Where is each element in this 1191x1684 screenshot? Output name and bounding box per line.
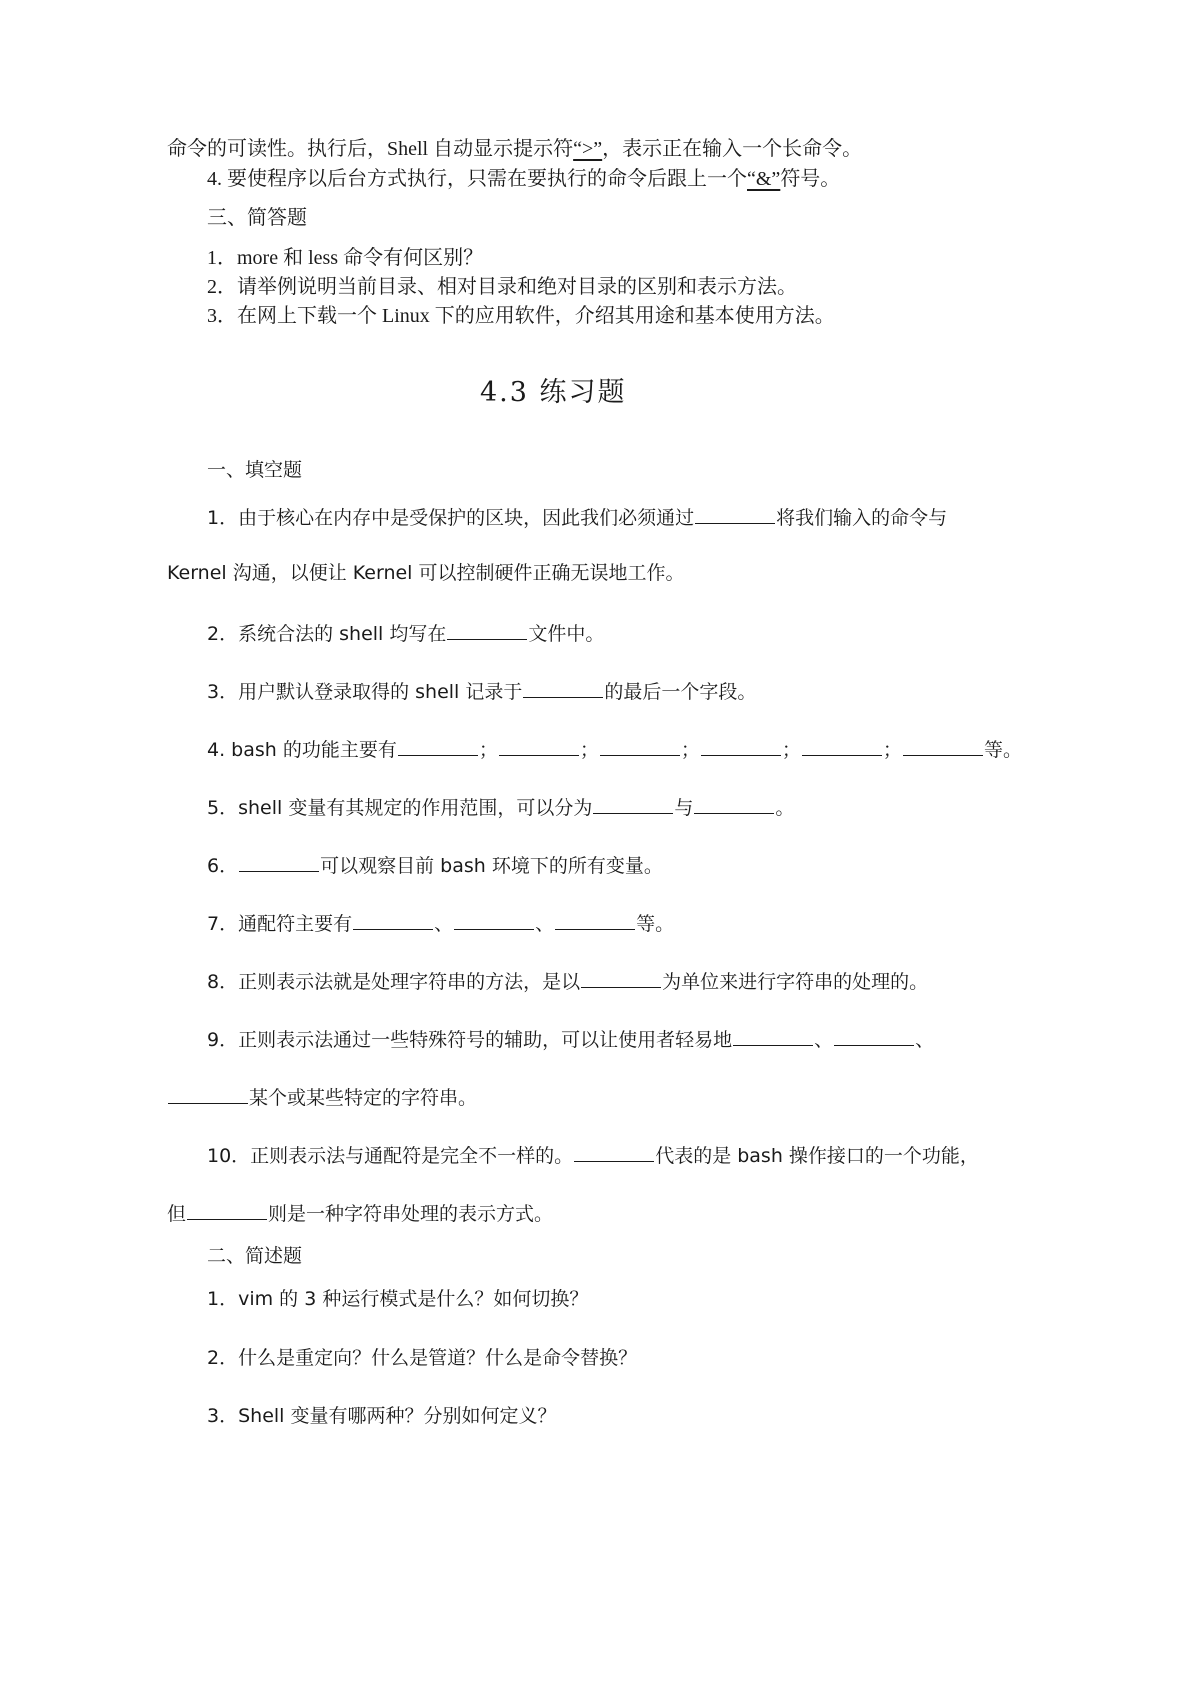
separator: 、 (535, 913, 555, 935)
text: 命令的可读性。执行后，Shell 自动显示提示符 (167, 138, 574, 160)
text: 将我们输入的命令与 (776, 507, 948, 529)
question-line: 1．more 和 less 命令有何区别？ (207, 247, 484, 269)
text: 代表的是 bash 操作接口的一个功能， (655, 1145, 979, 1167)
question-line (207, 622, 604, 644)
text: ，表示正在输入一个长命令。 (602, 138, 863, 160)
answer-blank[interactable] (581, 970, 661, 988)
answer-blank[interactable] (398, 738, 478, 756)
text: 与 (674, 797, 694, 819)
question-line: 3．在网上下载一个 Linux 下的应用软件，介绍其用途和基本使用方法。 (207, 305, 835, 327)
answer-underlined: “>” (573, 138, 603, 160)
question-line (167, 1086, 477, 1108)
question-line (207, 169, 840, 189)
text: 但 (167, 1203, 187, 1225)
separator: ； (680, 739, 700, 761)
text: 8．正则表示法就是处理字符串的方法，是以 (207, 971, 581, 993)
section-heading: 二、简述题 (207, 1245, 303, 1267)
separator: ； (781, 739, 801, 761)
text: 4. bash 的功能主要有 (207, 739, 397, 761)
text: 7．通配符主要有 (207, 913, 353, 935)
answer-blank[interactable] (694, 796, 774, 814)
continuation-line (167, 139, 862, 159)
separator: 、 (814, 1029, 834, 1051)
question-line (207, 854, 663, 876)
text: 等。 (983, 739, 1022, 761)
text: 6． (207, 855, 239, 877)
answer-blank[interactable] (593, 796, 673, 814)
separator: 、 (915, 1029, 935, 1051)
answer-blank[interactable] (523, 680, 603, 698)
question-line: 2．什么是重定向？什么是管道？什么是命令替换？ (207, 1347, 638, 1369)
text: 9．正则表示法通过一些特殊符号的辅助，可以让使用者轻易地 (207, 1029, 733, 1051)
answer-blank[interactable] (187, 1202, 267, 1220)
text: 2．系统合法的 shell 均写在 (207, 623, 447, 645)
answer-blank[interactable] (695, 506, 775, 524)
question-line (167, 1202, 553, 1224)
question-line (207, 680, 756, 702)
section-heading: 三、简答题 (207, 207, 307, 229)
text: 4. 要使程序以后台方式执行，只需在要执行的命令后跟上一个 (207, 168, 747, 190)
answer-blank[interactable] (239, 854, 319, 872)
answer-blank[interactable] (834, 1028, 914, 1046)
answer-underlined: “&” (747, 168, 781, 190)
answer-blank[interactable] (168, 1086, 248, 1104)
question-line: Kernel 沟通，以便让 Kernel 可以控制硬件正确无误地工作。 (167, 562, 685, 584)
answer-blank[interactable] (733, 1028, 813, 1046)
answer-blank[interactable] (600, 738, 680, 756)
answer-blank[interactable] (454, 912, 534, 930)
answer-blank[interactable] (353, 912, 433, 930)
answer-blank[interactable] (447, 622, 527, 640)
answer-blank[interactable] (903, 738, 983, 756)
text: 1．由于核心在内存中是受保护的区块，因此我们必须通过 (207, 507, 695, 529)
text: 则是一种字符串处理的表示方式。 (268, 1203, 554, 1225)
answer-blank[interactable] (499, 738, 579, 756)
question-line (207, 738, 1022, 760)
question-line (207, 506, 947, 528)
text: 5．shell 变量有其规定的作用范围，可以分为 (207, 797, 593, 819)
text: 某个或某些特定的字符串。 (249, 1087, 478, 1109)
text: 等。 (636, 913, 675, 935)
question-line: 2．请举例说明当前目录、相对目录和绝对目录的区别和表示方法。 (207, 276, 797, 298)
text: 10．正则表示法与通配符是完全不一样的。 (207, 1145, 574, 1167)
text: 3．用户默认登录取得的 shell 记录于 (207, 681, 523, 703)
question-line: 3．Shell 变量有哪两种？分别如何定义？ (207, 1405, 557, 1427)
answer-blank[interactable] (574, 1144, 654, 1162)
answer-blank[interactable] (701, 738, 781, 756)
page-title: 4.3 练习题 (480, 377, 627, 408)
question-line (207, 1028, 934, 1050)
question-line (207, 796, 794, 818)
text: 的最后一个字段。 (604, 681, 757, 703)
text: 符号。 (780, 168, 841, 190)
question-line (207, 1144, 979, 1166)
separator: 、 (434, 913, 454, 935)
question-line: 1．vim 的 3 种运行模式是什么？如何切换？ (207, 1288, 589, 1310)
answer-blank[interactable] (802, 738, 882, 756)
question-line (207, 912, 674, 934)
separator: ； (478, 739, 498, 761)
section-heading: 一、填空题 (207, 459, 303, 481)
text: 。 (775, 797, 795, 819)
text: 可以观察目前 bash 环境下的所有变量。 (320, 855, 663, 877)
separator: ； (882, 739, 902, 761)
question-line (207, 970, 928, 992)
answer-blank[interactable] (555, 912, 635, 930)
text: 文件中。 (528, 623, 605, 645)
separator: ； (579, 739, 599, 761)
text: 为单位来进行字符串的处理的。 (662, 971, 929, 993)
